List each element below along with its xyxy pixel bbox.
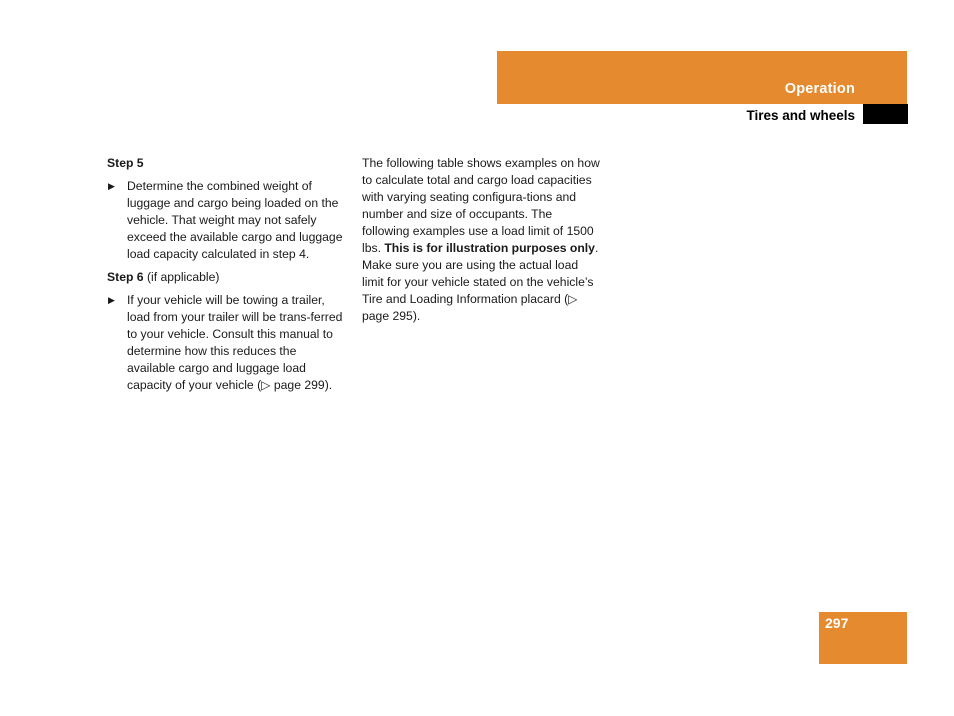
step-6-label: Step 6 [107, 270, 144, 284]
step-6-note: (if applicable) [143, 270, 220, 284]
outro-text: . Make sure you are using the actual load limit for your vehicle stated on the vehicle’s Tire and Loading Information placard (▷ page 295). [362, 241, 599, 323]
step-6-text: If your vehicle will be towing a trailer, load from your trailer will be trans-ferred to your vehicle. Consult this manual to determine how this reduces the available cargo and luggage load capacity of your vehicle (▷ page 299). [127, 293, 343, 392]
illustration-warning: This is for illustration purposes only [384, 241, 595, 255]
section-tab-marker [863, 104, 908, 124]
load-example-paragraph [362, 155, 602, 325]
step-5-label: Step 5 [107, 156, 144, 170]
step-6-instruction [107, 292, 347, 394]
subsection-title: Tires and wheels [746, 108, 855, 123]
intro-text: The following table shows examples on how to calculate total and cargo load capacities with varying seating configura-tions and number and size of occupants. The following examples use a load limit of 1500 lbs. [362, 156, 600, 255]
step-6-heading [107, 269, 347, 286]
bullet-arrow-icon: ▶ [108, 295, 115, 305]
page-number: 297 [825, 615, 849, 631]
bullet-arrow-icon: ▶ [108, 181, 115, 191]
step-5-text: Determine the combined weight of luggage and cargo being loaded on the vehicle. That weight may not safely exceed the available cargo and luggage load capacity calculated in step 4. [127, 179, 343, 261]
step-5-heading [107, 155, 347, 172]
right-column [362, 155, 602, 325]
section-header-bar [497, 51, 907, 104]
section-title: Operation [784, 81, 855, 97]
page-number-box [819, 612, 907, 664]
step-5-instruction [107, 178, 347, 263]
left-column [107, 155, 347, 400]
